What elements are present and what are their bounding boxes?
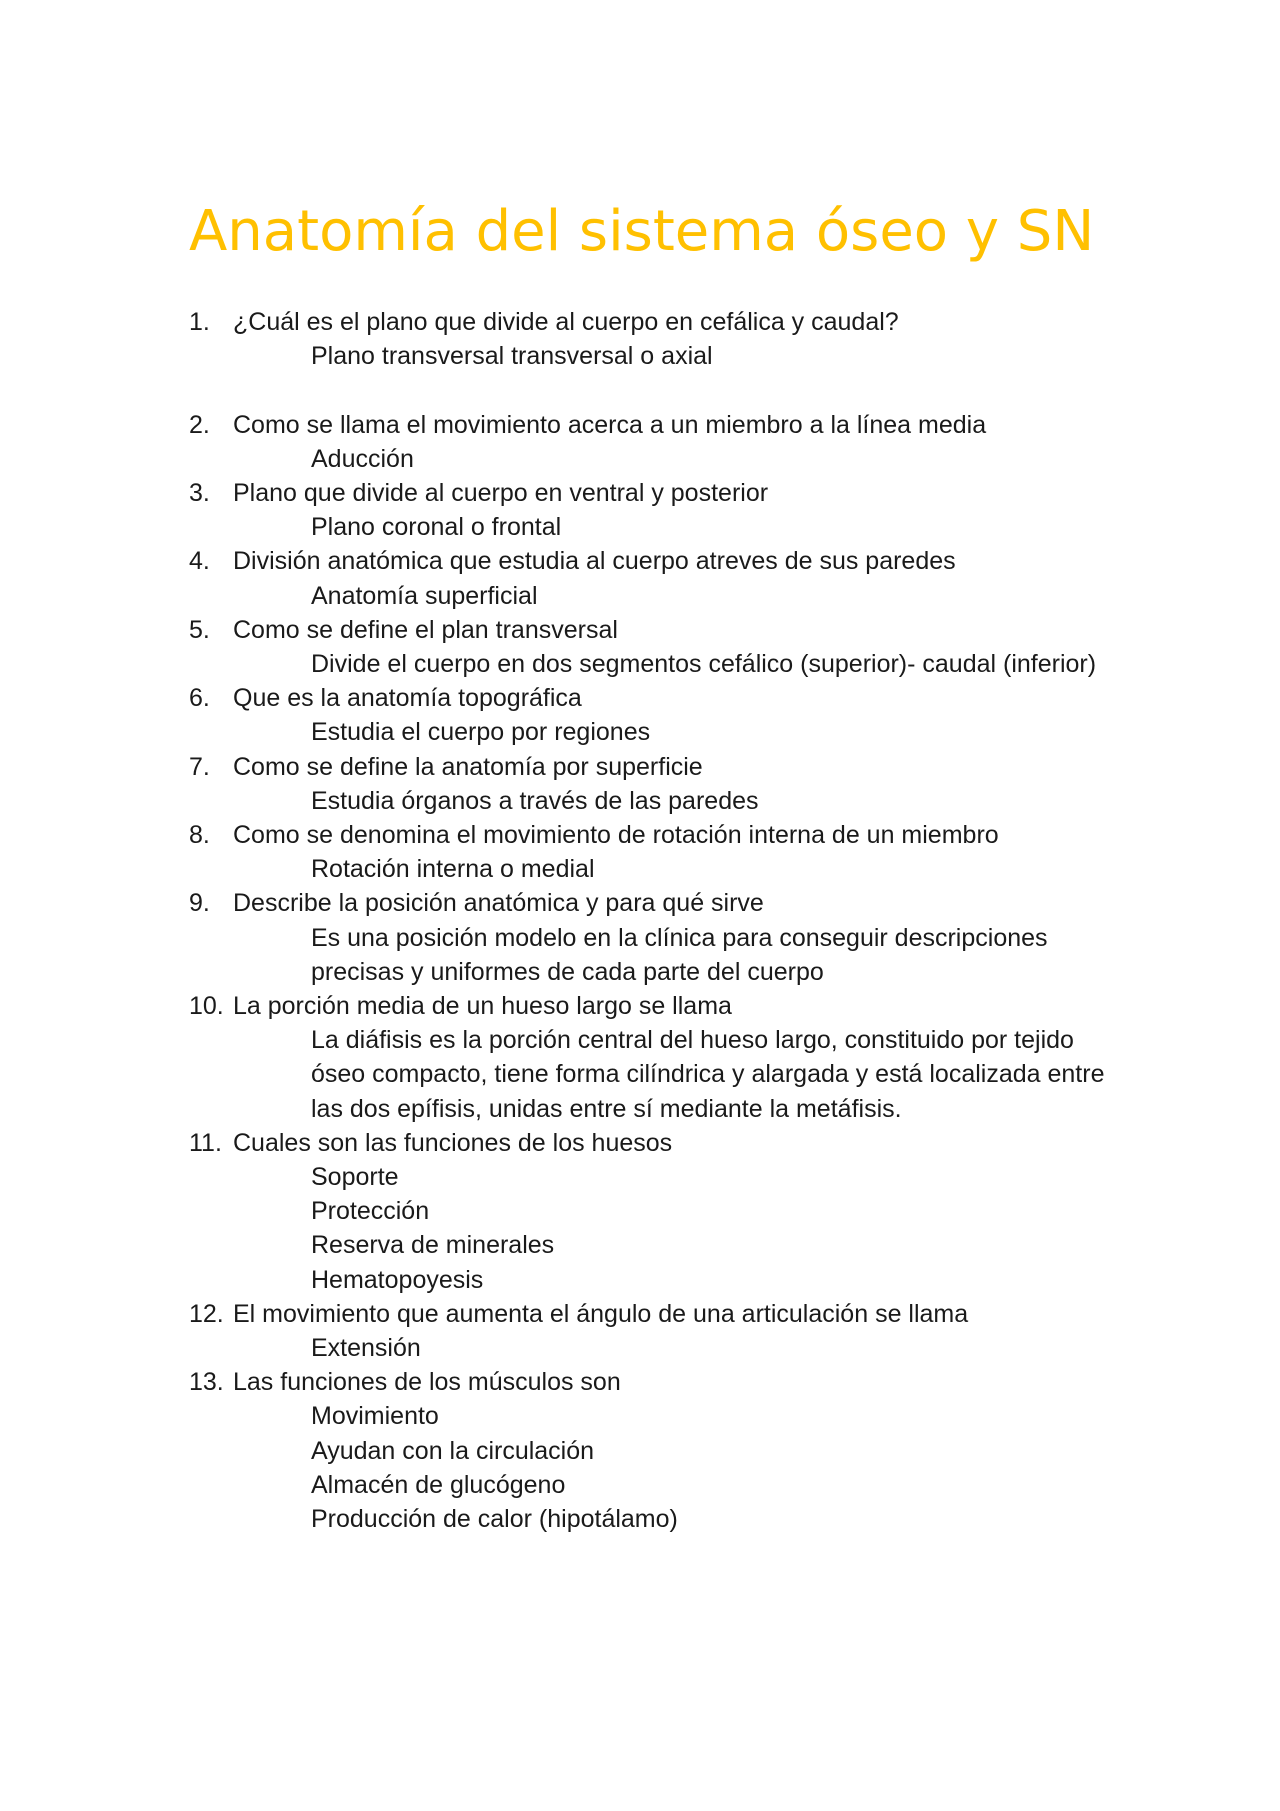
answer-text: Es una posición modelo en la clínica para conseguir descripciones precisas y uniformes de cada parte del cuerpo [311, 923, 1048, 986]
list-item [189, 989, 1109, 1126]
answer-text: Estudia el cuerpo por regiones [311, 718, 651, 747]
item-number: 1. [189, 308, 210, 336]
answer-text: Almacén de glucógeno [311, 1470, 566, 1499]
item-number: 13. [189, 1368, 224, 1397]
answer-text: Soporte [311, 1163, 399, 1192]
list-item [189, 476, 1109, 544]
answer-text: Hematopoyesis [311, 1265, 484, 1294]
answer-text: La diáfisis es la porción central del hueso largo, constituido por tejido óseo compacto, tiene forma cilíndrica y alargada y está localizada entre las dos epífisis, unidas entre sí mediante la metáfisis. [311, 1026, 1105, 1123]
list-item [189, 1297, 1109, 1365]
list-item [189, 408, 1109, 476]
answer-text: Extensión [311, 1334, 421, 1363]
list-item [189, 613, 1109, 681]
list-item [189, 818, 1109, 886]
answer-text: Reserva de minerales [311, 1231, 555, 1260]
list-item [189, 305, 1109, 373]
item-number: 5. [189, 615, 210, 644]
list-item [189, 1126, 1109, 1297]
question-text: Las funciones de los músculos son [233, 1368, 621, 1397]
list-item [189, 544, 1109, 612]
answer-text: Movimiento [311, 1402, 439, 1431]
answer-text: Estudia órganos a través de las paredes [311, 786, 759, 815]
question-text: Describe la posición anatómica y para qué sirve [233, 889, 764, 918]
question-text: Como se llama el movimiento acerca a un miembro a la línea media [233, 410, 987, 439]
question-text: Como se denomina el movimiento de rotación interna de un miembro [233, 821, 999, 850]
item-number: 8. [189, 821, 210, 850]
item-number: 3. [189, 479, 210, 507]
question-list [189, 305, 1109, 1536]
question-text: División anatómica que estudia al cuerpo atreves de sus paredes [233, 547, 956, 576]
item-number: 4. [189, 547, 210, 576]
answer-text: Ayudan con la circulación [311, 1436, 595, 1465]
list-item [189, 750, 1109, 818]
item-number: 11. [189, 1128, 222, 1157]
question-text: Plano que divide al cuerpo en ventral y posterior [233, 479, 769, 507]
answer-text: Producción de calor (hipotálamo) [311, 1505, 678, 1534]
answer-text: Aducción [311, 444, 414, 473]
item-number: 10. [189, 992, 224, 1021]
question-text: Que es la anatomía topográfica [233, 684, 582, 713]
answer-text: Rotación interna o medial [311, 855, 595, 884]
question-text: El movimiento que aumenta el ángulo de una articulación se llama [233, 1299, 969, 1328]
question-text: Como se define la anatomía por superficie [233, 752, 703, 781]
list-item [189, 681, 1109, 749]
item-number: 6. [189, 684, 210, 713]
answer-text: Anatomía superficial [311, 581, 538, 610]
item-number: 2. [189, 410, 210, 439]
answer-text: Plano coronal o frontal [311, 513, 562, 542]
answer-text: Plano transversal transversal o axial [311, 342, 713, 371]
list-item [189, 886, 1109, 989]
question-text: Como se define el plan transversal [233, 615, 618, 644]
item-number: 12. [189, 1299, 224, 1328]
question-text: ¿Cuál es el plano que divide al cuerpo en cefálica y caudal? [233, 308, 899, 336]
answer-text: Divide el cuerpo en dos segmentos cefálico (superior)- caudal (inferior) [311, 650, 1097, 679]
item-number: 9. [189, 889, 210, 918]
page-title: Anatomía del sistema óseo y SN [189, 199, 1095, 264]
question-text: Cuales son las funciones de los huesos [233, 1128, 673, 1157]
list-item [189, 1365, 1109, 1536]
item-number: 7. [189, 752, 210, 781]
answer-text: Protección [311, 1197, 430, 1226]
question-text: La porción media de un hueso largo se llama [233, 992, 732, 1021]
